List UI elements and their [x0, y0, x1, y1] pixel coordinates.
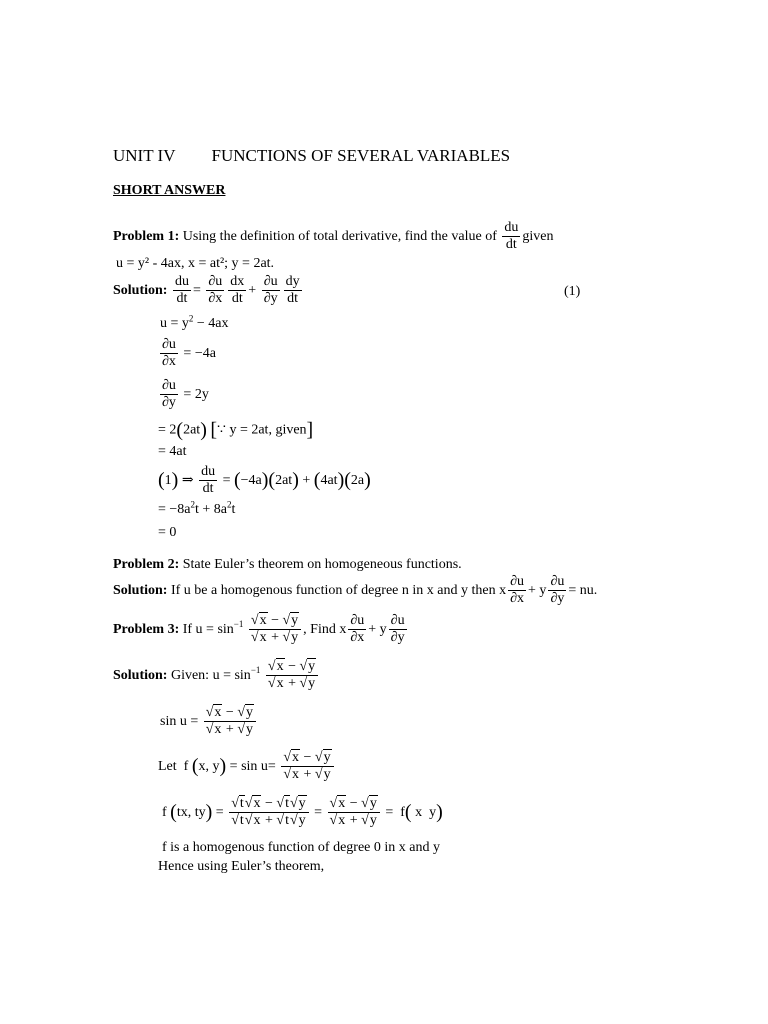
problem-2: [113, 557, 462, 573]
solution-1-line-5: = 4at: [158, 444, 187, 459]
unit-title: [113, 146, 510, 166]
problem-1: [113, 220, 553, 253]
let-line: Let f (x, y) = sin u= $\frac{√x - √y}{√x + √y}$: [158, 750, 336, 783]
homogenous-statement: f is a homogenous function of degree 0 in x and y: [162, 840, 440, 855]
solution-1-line-4: = 2(2at) [∵ y = 2at, given]: [158, 419, 314, 441]
solution-1-line-6: (1) ⇒ $\frac{du}{dt}$ = (−4a)(2at) + (4at)(2a): [158, 464, 371, 497]
problem-1-given: u = y² - 4ax, x = at²; y = 2at.: [116, 256, 275, 271]
solution-1-line-2: $\frac{\partial u}{\partial x}$ = −4a: [162, 337, 216, 370]
sin-u-line: sin u = $\frac{√x - √y}{√x + √y}$: [160, 705, 258, 738]
solution-2: Solution: If u be a homogenous function of degree n in x and y then x $\frac{\partial u}{\partial x}$ + y $\frac{\partial u}{\partial y}$ = nu.: [113, 574, 598, 607]
problem-1-after: given: [522, 228, 554, 244]
problem-1-label: Problem 1:: [113, 228, 180, 244]
solution-2-label: Solution:: [113, 582, 168, 598]
problem-2-text: State Euler’s theorem on homogeneous functions.: [182, 557, 462, 572]
solution-2-result: = nu.: [568, 582, 598, 598]
solution-1-eq: Solution: $\frac{du}{dt}$ = $\frac{\partial u}{\partial x}$ $\frac{dx}{dt}$ + $\frac{\partial u}{\partial y}$ $\frac{dy}{dt}$: [113, 274, 300, 307]
du-dt-fraction: $\frac{du}{dt}$: [504, 220, 519, 253]
euler-statement: Hence using Euler’s theorem,: [158, 859, 325, 874]
f-tx-ty-line: f (tx, ty) = $\frac{√t√x - √t√y}{√t√x + √t√y}$ = $\frac{√x - √y}{√x + √y}$ = f( x y): [162, 796, 443, 829]
problem-3: Problem 3: If $u = \sin^{-1}$ $\frac{√x - √y}{√x + √y}$ , Find x $\frac{\partial u}{\partial x}$ + y $\frac{\partial u}{\partial y}$: [113, 613, 405, 646]
unit-number: UNIT IV: [113, 146, 176, 165]
solution-3-label: Solution:: [113, 667, 168, 683]
solution-1-label: Solution:: [113, 282, 168, 298]
section-heading: SHORT ANSWER: [113, 183, 226, 198]
problem-1-text: Using the definition of total derivative, find the value of: [182, 228, 497, 244]
solution-1-line-8: = 0: [158, 525, 177, 540]
equation-number: (1): [564, 284, 581, 299]
solution-1-line-3: $\frac{\partial u}{\partial y}$ = 2y: [162, 378, 209, 411]
solution-1-line-1: $u = y^2 - 4ax$: [160, 313, 229, 331]
problem-3-label: Problem 3:: [113, 621, 180, 637]
problem-2-label: Problem 2:: [113, 557, 180, 572]
solution-1-line-7: = $-8a^2t + 8a^2t$: [158, 499, 236, 517]
solution-3-given: Solution: Given: $u = \sin^{-1}$ $\frac{√x - √y}{√x + √y}$: [113, 659, 320, 692]
solution-2-text: If u be a homogenous function of degree n in x and y then: [170, 582, 496, 598]
unit-name: FUNCTIONS OF SEVERAL VARIABLES: [211, 146, 511, 165]
